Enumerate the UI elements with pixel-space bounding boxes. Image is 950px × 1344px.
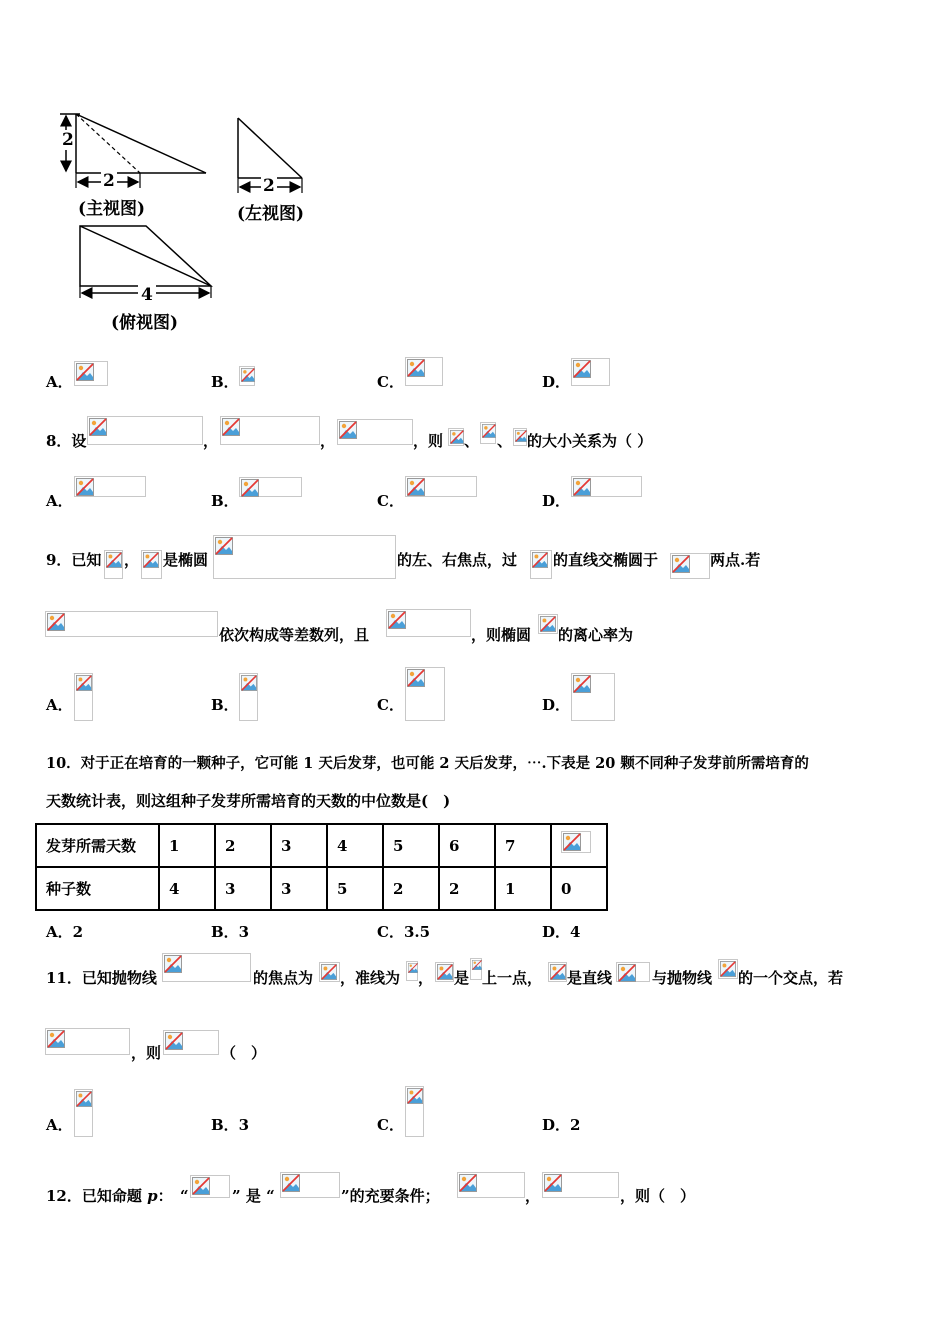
table-cell: 2 xyxy=(383,867,439,910)
q12-prefix xyxy=(46,1186,173,1206)
q11-text-6: 是直线 xyxy=(567,969,613,987)
front-view xyxy=(60,114,206,188)
q11-parabola-eq xyxy=(162,953,251,982)
q8-option-b-image xyxy=(239,477,302,497)
q12-expr-a xyxy=(190,1175,230,1198)
broken-image-icon xyxy=(450,430,464,444)
table-cell: 5 xyxy=(383,824,439,867)
broken-image-icon xyxy=(573,675,591,693)
q11-directrix xyxy=(406,961,418,981)
q9-focus-f1 xyxy=(104,550,123,579)
q10-option-b: B．3 xyxy=(211,923,250,941)
q11-option-b: B．3 xyxy=(211,1116,250,1134)
table-cell: 5 xyxy=(327,867,383,910)
broken-image-icon xyxy=(407,359,425,377)
front-dim-vertical: 2 xyxy=(62,130,74,150)
q11-option-a: A． xyxy=(46,1116,73,1134)
q12-tail: ，则（ ） xyxy=(620,1187,696,1205)
broken-image-icon xyxy=(89,418,107,436)
q11-option-d: D．2 xyxy=(542,1116,581,1134)
q9-option-c-image xyxy=(405,667,445,721)
broken-image-icon xyxy=(282,1174,300,1192)
q12-quote-close-2-text: ” xyxy=(341,1187,350,1205)
broken-image-icon xyxy=(47,613,65,631)
q11-text-5: 上一点， xyxy=(482,969,543,987)
q8-option-d-image xyxy=(571,476,642,497)
q7-option-d-image xyxy=(571,358,610,386)
q8-sep-2: 、 xyxy=(497,432,513,450)
broken-image-icon xyxy=(573,478,591,496)
q9-condition-expr xyxy=(386,609,471,637)
broken-image-icon xyxy=(563,833,581,851)
front-dim-horizontal: 2 xyxy=(103,171,115,191)
q8-option-d: D． xyxy=(542,492,571,510)
q8-option-a: A． xyxy=(46,492,73,510)
broken-image-icon xyxy=(459,1174,477,1192)
table-row xyxy=(36,824,607,867)
q9-option-d: D． xyxy=(542,696,571,714)
q8-sep-1: 、 xyxy=(464,432,480,450)
q11-line-pf xyxy=(616,962,650,982)
broken-image-icon xyxy=(215,537,233,555)
q11-point-q xyxy=(548,962,567,982)
broken-image-icon xyxy=(437,964,453,980)
broken-image-icon xyxy=(515,430,527,442)
q8-tail: 的大小关系为（ ） xyxy=(527,432,653,450)
broken-image-icon xyxy=(407,478,425,496)
q9-focus-f2 xyxy=(141,550,162,579)
q7-option-a: A． xyxy=(46,373,73,391)
q9-ellipse-eq xyxy=(213,535,396,579)
q9-text-7: 的离心率为 xyxy=(558,626,634,644)
side-dim: 2 xyxy=(263,176,275,196)
q7-option-b-image xyxy=(239,366,255,386)
broken-image-icon xyxy=(143,552,159,568)
q11-text-10: （ ） xyxy=(221,1044,267,1062)
q8-then: ，则 xyxy=(413,432,444,450)
q8-expr-c xyxy=(337,419,413,445)
broken-image-icon xyxy=(339,421,357,439)
q12-colon: ： xyxy=(157,1187,173,1205)
table-cell: 3 xyxy=(271,824,327,867)
q12-prefix-text: 12．已知命题 xyxy=(46,1187,148,1205)
q10-option-a: A．2 xyxy=(46,923,84,941)
table-cell-image xyxy=(561,831,591,853)
q9-text-5: 依次构成等差数列，且 xyxy=(219,626,370,644)
broken-image-icon xyxy=(241,479,259,497)
q9-option-d-image xyxy=(571,673,615,721)
q11-text-9: ，则 xyxy=(131,1044,162,1062)
q12-quote-close-2 xyxy=(341,1186,440,1206)
q8-var-a xyxy=(448,428,464,446)
q12-quote-close-1-text: ” xyxy=(232,1187,241,1205)
table-cell: 种子数 xyxy=(36,867,159,910)
top-view-caption: (俯视图) xyxy=(111,313,179,333)
q9-option-b: B． xyxy=(211,696,239,714)
broken-image-icon xyxy=(573,360,591,378)
q9-option-c: C． xyxy=(377,696,404,714)
broken-image-icon xyxy=(388,611,406,629)
q11-text-8: 的一个交点，若 xyxy=(738,969,844,987)
broken-image-icon xyxy=(720,961,736,977)
q12-is: 是 xyxy=(240,1187,267,1205)
table-cell: 1 xyxy=(159,824,215,867)
q8-var-c xyxy=(513,428,527,446)
q8-option-c: C． xyxy=(377,492,404,510)
table-cell: 3 xyxy=(215,867,271,910)
q11-text-1: 的焦点为 xyxy=(253,969,314,987)
side-view-caption: (左视图) xyxy=(237,204,305,224)
broken-image-icon xyxy=(618,964,636,982)
table-cell: 1 xyxy=(495,867,551,910)
q9-prefix: 9．已知 xyxy=(46,551,102,569)
q12-quote-close-1 xyxy=(232,1186,275,1206)
q7-option-c-image xyxy=(405,357,443,386)
q9-text-2: 的左、右焦点，过 xyxy=(397,551,518,569)
broken-image-icon xyxy=(241,368,255,382)
q11-option-c-image xyxy=(405,1086,424,1137)
q11-text-4: 是 xyxy=(454,969,470,987)
q10-line-2: 天数统计表，则这组种子发芽所需培育的天数的中位数是( ) xyxy=(46,792,451,810)
broken-image-icon xyxy=(241,675,257,691)
q11-prefix: 11．已知抛物线 xyxy=(46,969,157,987)
q8-comma-1: ， xyxy=(203,432,219,450)
broken-image-icon xyxy=(192,1177,210,1195)
table-row xyxy=(36,867,607,910)
q9-text-6: ，则椭圆 xyxy=(471,626,532,644)
table-cell: 4 xyxy=(159,867,215,910)
broken-image-icon xyxy=(47,1030,65,1048)
broken-image-icon xyxy=(222,418,240,436)
q9-points-ab xyxy=(670,553,710,579)
q8-prefix: 8．设 xyxy=(46,432,87,450)
q11-text-7: 与抛物线 xyxy=(652,969,713,987)
broken-image-icon xyxy=(76,675,92,691)
q11-point-p xyxy=(435,962,454,982)
q9-option-a: A． xyxy=(46,696,73,714)
q8-var-b xyxy=(480,422,496,444)
q8-option-c-image xyxy=(405,476,477,497)
front-view-caption: (主视图) xyxy=(78,199,146,219)
broken-image-icon xyxy=(532,552,548,568)
q7-option-c: C． xyxy=(377,373,404,391)
broken-image-icon xyxy=(408,963,418,973)
q7-option-a-image xyxy=(74,361,108,386)
broken-image-icon xyxy=(165,1032,183,1050)
q9-ellipse-c xyxy=(538,614,558,634)
broken-image-icon xyxy=(544,1174,562,1192)
broken-image-icon xyxy=(321,964,337,980)
table-cell: 发芽所需天数 xyxy=(36,824,159,867)
broken-image-icon xyxy=(407,1088,423,1104)
broken-image-icon xyxy=(407,669,425,687)
q12-quote-open-2: “ xyxy=(266,1187,275,1205)
seed-table xyxy=(35,823,608,911)
q10-option-c: C．3.5 xyxy=(377,923,431,941)
broken-image-icon xyxy=(550,964,566,980)
table-cell: 7 xyxy=(495,824,551,867)
q11-parabola-c xyxy=(718,959,738,979)
q9-comma: ， xyxy=(124,551,140,569)
q12-text-1: 的充要条件； xyxy=(349,1187,440,1205)
q12-expr-d xyxy=(542,1172,619,1198)
broken-image-icon xyxy=(164,955,182,973)
q12-proposition-p: p xyxy=(147,1187,158,1205)
q9-option-b-image xyxy=(239,673,258,721)
q9-focus-f1-b xyxy=(530,550,552,579)
table-cell: 2 xyxy=(439,867,495,910)
broken-image-icon xyxy=(76,363,94,381)
q11-focus xyxy=(319,962,340,982)
q12-expr-b xyxy=(280,1172,340,1198)
q9-sequence-expr xyxy=(45,611,218,637)
q8-comma-2: ， xyxy=(320,432,336,450)
q9-text-4: 两点.若 xyxy=(710,551,761,569)
q8-option-a-image xyxy=(74,476,146,497)
q7-option-d: D． xyxy=(542,373,571,391)
q7-option-b: B． xyxy=(211,373,239,391)
table-cell: 3 xyxy=(271,867,327,910)
q11-option-c: C． xyxy=(377,1116,404,1134)
top-dim: 4 xyxy=(138,285,156,305)
q8-expr-b xyxy=(220,416,320,445)
table-cell xyxy=(551,824,607,867)
q9-option-a-image xyxy=(74,673,93,721)
q11-text-3: ， xyxy=(418,969,434,987)
q9-text-3: 的直线交椭圆于 xyxy=(553,551,659,569)
broken-image-icon xyxy=(672,555,690,573)
q11-target-expr xyxy=(163,1030,219,1055)
q11-text-2: ，准线为 xyxy=(340,969,401,987)
q9-text-1: 是椭圆 xyxy=(163,551,209,569)
q11-vector-eq xyxy=(45,1028,130,1055)
broken-image-icon xyxy=(472,960,482,970)
q12-comma: ， xyxy=(525,1187,541,1205)
q10-option-d: D．4 xyxy=(542,923,581,941)
broken-image-icon xyxy=(482,424,496,438)
q8-expr-a xyxy=(87,416,203,445)
q10-line-1: 10．对于正在培育的一颗种子，它可能 1 天后发芽，也可能 2 天后发芽，⋯.下表是 20 颗不同种子发芽前所需培育的 xyxy=(46,755,809,772)
table-cell: 4 xyxy=(327,824,383,867)
table-cell: 6 xyxy=(439,824,495,867)
broken-image-icon xyxy=(76,478,94,496)
q12-expr-c xyxy=(457,1172,525,1198)
broken-image-icon xyxy=(106,552,122,568)
table-cell: 2 xyxy=(215,824,271,867)
q11-line-l xyxy=(470,958,482,980)
q11-option-a-image xyxy=(74,1089,93,1137)
broken-image-icon xyxy=(540,616,556,632)
q12-quote-open-1: “ xyxy=(180,1187,189,1205)
table-cell: 0 xyxy=(551,867,607,910)
broken-image-icon xyxy=(76,1091,92,1107)
q8-option-b: B． xyxy=(211,492,239,510)
